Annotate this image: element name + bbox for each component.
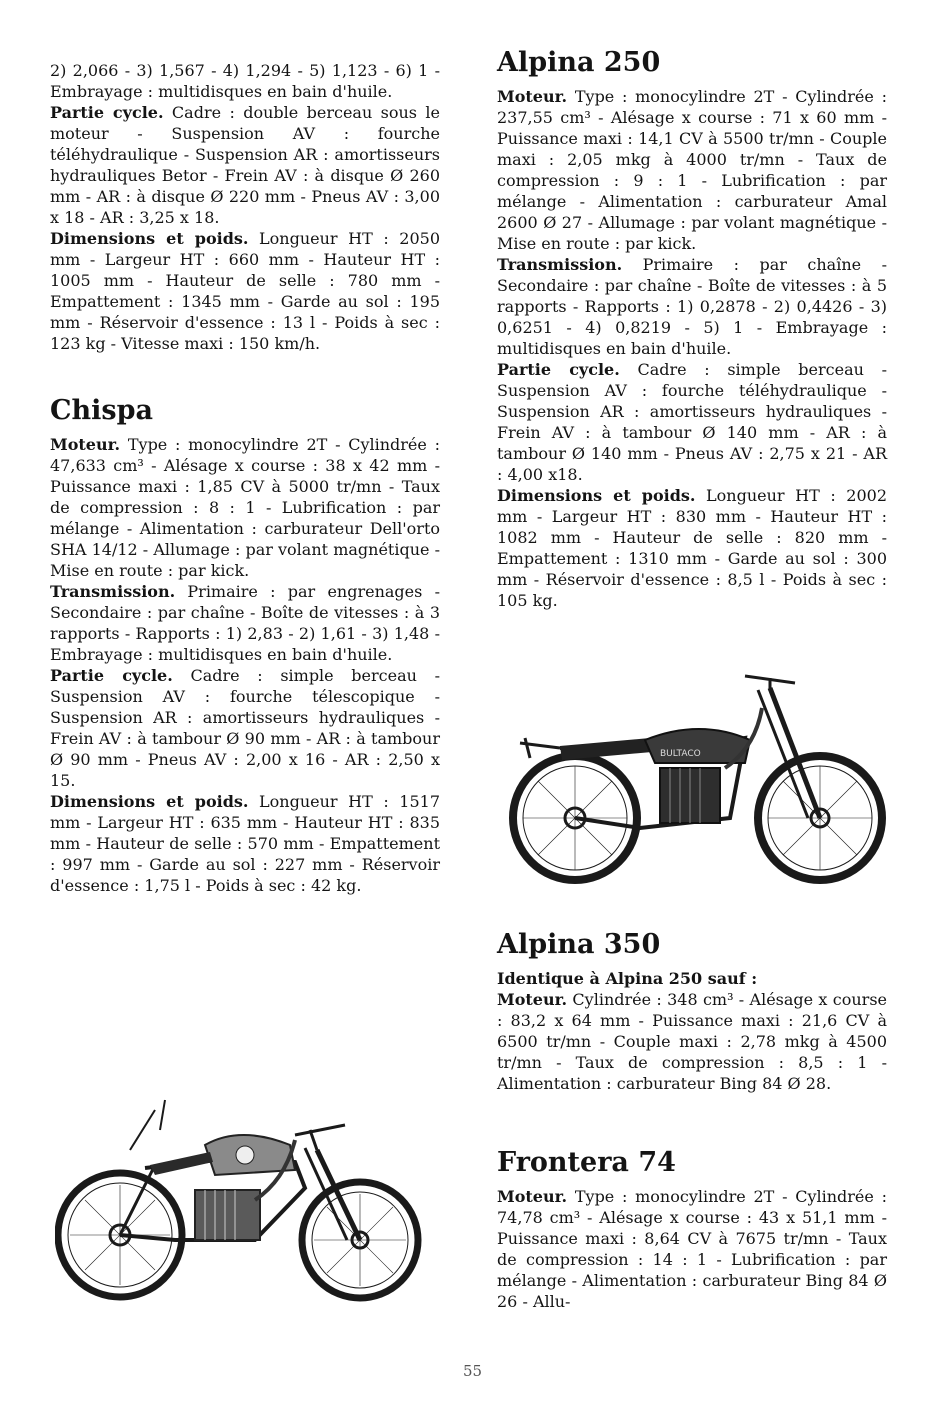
left-column (50, 60, 440, 896)
chispa-moteur (50, 434, 440, 581)
alpina350-moteur (497, 989, 887, 1094)
chispa-moteur-text: Type : monocylindre 2T - Cylindrée : 47,633 cm³ - Alésage x course : 38 x 42 mm - Puissance maxi : 1,85 CV à 5000 tr/mn - Taux de compression : 8 : 1 - Lubrification : par mélange - Alimentation : carburateur Dell'orto SHA 14/12 - Allumage : par volant magnétique - Mise en route : par kick. (50, 435, 440, 580)
alpina250-title: Alpina 250 (497, 47, 661, 78)
alpina250-transmission-label: Transmission. (497, 255, 623, 274)
chispa-section (50, 394, 440, 896)
chispa-dimensions-text: Longueur HT : 1517 mm - Largeur HT : 635 mm - Hauteur HT : 835 mm - Hauteur de selle : 570 mm - Empattement : 997 mm - Garde au sol : 227 mm - Réservoir d'essence : 1,75 l - Poids à sec : 42 kg. (50, 792, 440, 895)
alpina350-moteur-text: Cylindrée : 348 cm³ - Alésage x course : 83,2 x 64 mm - Puissance maxi : 21,6 CV à 6500 tr/mn - Couple maxi : 2,78 mkg à 4500 tr/mn - Taux de compression : 8,5 : 1 - Alimentation : carburateur Bing 84 Ø 28. (497, 990, 887, 1093)
alpina350-section (497, 928, 887, 1094)
chispa-dimensions (50, 791, 440, 896)
alpina250-moteur (497, 86, 887, 254)
chispa-cycle (50, 665, 440, 791)
alpina350-subhead (497, 968, 887, 989)
dimensions-paragraph (50, 228, 440, 354)
chispa-transmission-label: Transmission. (50, 582, 176, 601)
chispa-title: Chispa (50, 395, 153, 426)
frontera74-section (497, 1146, 887, 1312)
frontera74-moteur-label: Moteur. (497, 1187, 568, 1206)
alpina250-section (497, 46, 887, 611)
alpina250-cycle-label: Partie cycle. (497, 360, 620, 379)
chispa-dimensions-label: Dimensions et poids. (50, 792, 249, 811)
continuation-paragraph (50, 60, 440, 102)
alpina250-moteur-text: Type : monocylindre 2T - Cylindrée : 237,55 cm³ - Alésage x course : 71 x 60 mm - Puissance maxi : 14,1 CV à 5500 tr/mn - Couple maxi : 2,05 mkg à 4000 tr/mn - Taux de compression : 9 : 1 - Lubrification : par mélange - Alimentation : carburateur Amal 2600 Ø 27 - Allumage : par volant magnétique - Mise en route : par kick. (497, 87, 887, 253)
chispa-transmission (50, 581, 440, 665)
alpina250-dimensions-text: Longueur HT : 2002 mm - Largeur HT : 830 mm - Hauteur HT : 1082 mm - Hauteur de selle : 820 mm - Empattement : 1310 mm - Garde au sol : 300 mm - Réservoir d'essence : 8,5 l - Poids à sec : 105 kg. (497, 486, 887, 610)
alpina250-dimensions (497, 485, 887, 611)
tank-brand-text: BULTACO (660, 749, 701, 759)
frontera74-moteur (497, 1186, 887, 1312)
right-column-lower (497, 928, 887, 1312)
partie-cycle-paragraph (50, 102, 440, 228)
chispa-moteur-label: Moteur. (50, 435, 121, 454)
trial-motorcycle-photo (55, 1090, 445, 1312)
continuation-text: 2) 2,066 - 3) 1,567 - 4) 1,294 - 5) 1,123 - 6) 1 - Embrayage : multidisques en bain d'huile. (50, 61, 440, 101)
partie-cycle-text: Cadre : double berceau sous le moteur - Suspension AV : fourche téléhydraulique - Suspension AR : amortisseurs hydrauliques Betor - Frein AV : à disque Ø 260 mm - AR : à disque Ø 220 mm - Pneus AV : 3,00 x 18 - AR : 3,25 x 18. (50, 103, 440, 227)
alpina250-moteur-label: Moteur. (497, 87, 568, 106)
dimensions-label: Dimensions et poids. (50, 229, 249, 248)
page-number: 55 (462, 1362, 483, 1380)
alpina350-title: Alpina 350 (497, 929, 661, 960)
frontera74-moteur-text: Type : monocylindre 2T - Cylindrée : 74,78 cm³ - Alésage x course : 43 x 51,1 mm - Puissance maxi : 8,64 CV à 7675 tr/mn - Taux de compression : 14 : 1 - Lubrification : par mélange - Alimentation : carburateur Bing 84 Ø 26 - Allu- (497, 1187, 887, 1311)
alpina350-moteur-label: Moteur. (497, 990, 568, 1009)
partie-cycle-label: Partie cycle. (50, 103, 164, 122)
chispa-cycle-text: Cadre : simple berceau - Suspension AV : fourche télescopique - Suspension AR : amortisseurs hydrauliques - Frein AV : à tambour Ø 90 mm - AR : à tambour Ø 90 mm - Pneus AV : 2,00 x 16 - AR : 2,50 x 15. (50, 666, 441, 790)
alpina250-cycle-text: Cadre : simple berceau - Suspension AV : fourche téléhydraulique - Suspension AR : amortisseurs hydrauliques - Frein AV : à tambour Ø 140 mm - AR : à tambour Ø 140 mm - Pneus AV : 2,75 x 21 - AR : 4,00 x18. (497, 360, 888, 484)
alpina250-dimensions-label: Dimensions et poids. (497, 486, 696, 505)
enduro-motorcycle-photo (500, 668, 890, 898)
frontera74-title: Frontera 74 (497, 1147, 676, 1178)
alpina250-cycle (497, 359, 887, 485)
alpina250-transmission (497, 254, 887, 359)
alpina250-transmission-text: Primaire : par chaîne - Secondaire : par chaîne - Boîte de vitesses : à 5 rapports - Rapports : 1) 0,2878 - 2) 0,4426 - 3) 0,6251 - 4) 0,8219 - 5) 1 - Embrayage : multidisques en bain d'huile. (497, 255, 887, 358)
chispa-cycle-label: Partie cycle. (50, 666, 173, 685)
right-column (497, 46, 887, 611)
chispa-transmission-text: Primaire : par engrenages - Secondaire : par chaîne - Boîte de vitesses : à 3 rapports - Rapports : 1) 2,83 - 2) 1,61 - 3) 1,48 - Embrayage : multidisques en bain d'huile. (50, 582, 440, 664)
dimensions-text: Longueur HT : 2050 mm - Largeur HT : 660 mm - Hauteur HT : 1005 mm - Hauteur de selle : 780 mm - Empattement : 1345 mm - Garde au sol : 195 mm - Réservoir d'essence : 13 l - Poids à sec : 123 kg - Vitesse maxi : 150 km/h. (50, 229, 440, 353)
alpina350-subhead-text: Identique à Alpina 250 sauf : (497, 969, 758, 988)
